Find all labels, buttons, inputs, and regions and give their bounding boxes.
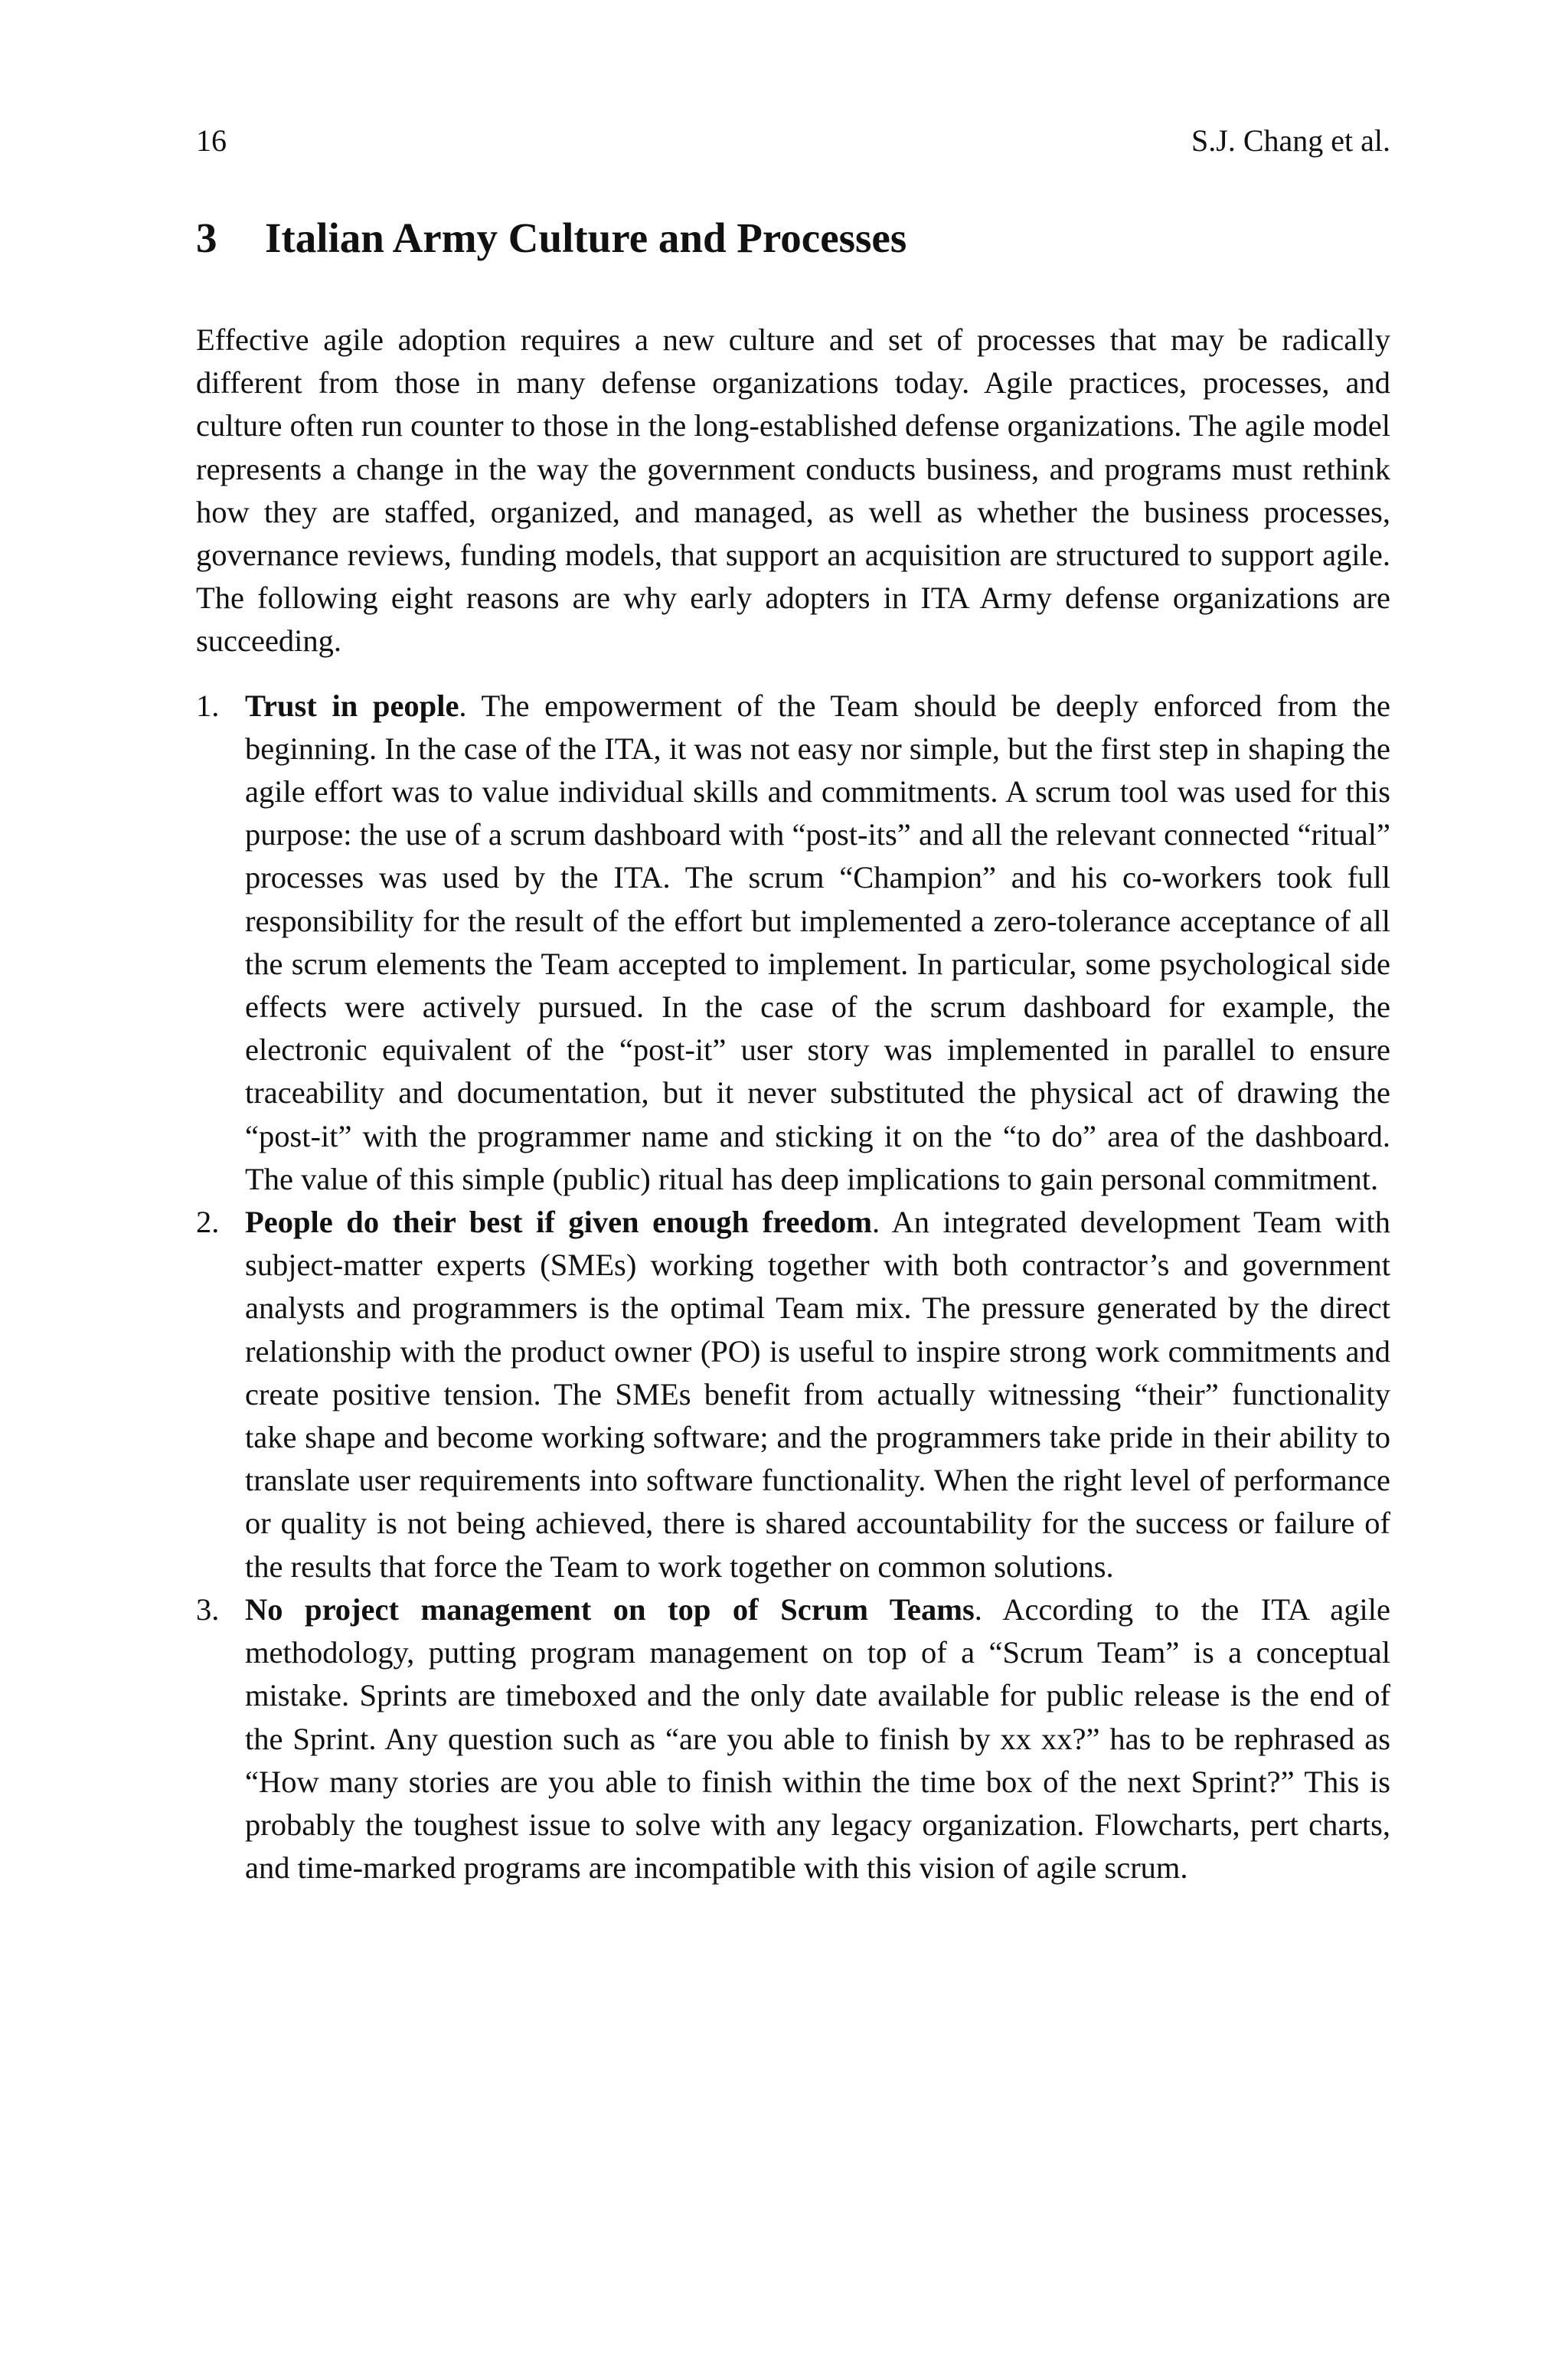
list-item-content [245,1201,1390,1588]
list-item-content [245,685,1390,1201]
reasons-list [196,685,1390,1890]
page [196,123,1390,1889]
list-item-title: People do their best if given enough freedom [245,1205,872,1240]
list-item [196,685,1390,1201]
list-item-number: 1. [196,688,220,723]
section-title: Italian Army Culture and Processes [265,214,907,261]
list-item-text: . The empowerment of the Team should be deeply enforced from the beginning. In the case of the ITA, it was not easy nor simple, but the first step in shaping the agile effort was to value individual skills and commitments. A scrum tool was used for this purpose: the use of a scrum dashboard with “post-its” and all the relevant connected “ritual” processes was used by the ITA. The scrum “Champion” and his co-workers took full responsibility for the result of the effort but implemented a zero-tolerance acceptance of all the scrum elements the Team accepted to implement. In particular, some psychological side effects were actively pursued. In the case of the scrum dashboard for example, the electronic equivalent of the “post-it” user story was implemented in parallel to ensure traceability and documentation, but it never substituted the physical act of drawing the “post-it” with the programmer name and sticking it on the “to do” area of the dashboard. The value of this simple (public) ritual has deep implications to gain personal commitment. [245,688,1390,1196]
section-number: 3 [196,214,217,261]
list-item-number: 3. [196,1591,220,1627]
section-heading [196,213,1390,263]
list-item [196,1201,1390,1588]
list-item-title: No project management on top of Scrum Teams [245,1591,975,1627]
intro-paragraph: Effective agile adoption requires a new culture and set of processes that may be radically different from those in many defense organizations today. Agile practices, processes, and culture often run counter to those in the long-established defense organizations. The agile model represents a change in the way the government conducts business, and programs must rethink how they are staffed, organized, and managed, as well as whether the business processes, governance reviews, funding models, that support an acquisition are structured to support agile. The following eight reasons are why early adopters in ITA Army defense organizations are succeeding. [196,322,1390,659]
running-head-authors: S.J. Chang et al. [1191,123,1390,158]
list-item-content [245,1588,1390,1889]
list-item-title: Trust in people [245,688,459,723]
list-item-text: . An integrated development Team with subject-matter experts (SMEs) working together with both contractor’s and government analysts and programmers is the optimal Team mix. The pressure generated by the direct relationship with the product owner (PO) is useful to inspire strong work commitments and create positive tension. The SMEs benefit from actually witnessing “their” functionality take shape and become working software; and the programmers take pride in their ability to translate user requirements into software functionality. When the right level of performance or quality is not being achieved, there is shared accountability for the success or failure of the results that force the Team to work together on common solutions. [245,1205,1390,1584]
list-item [196,1588,1390,1889]
page-number: 16 [196,123,227,158]
list-item-number: 2. [196,1205,220,1240]
running-head [196,123,1390,159]
list-item-text: . According to the ITA agile methodology, putting program management on top of a “Scrum Team” is a conceptual mistake. Sprints are timeboxed and the only date available for public release is the end of the Sprint. Any question such as “are you able to finish by xx xx?” has to be rephrased as “How many stories are you able to finish within the time box of the next Sprint?” This is probably the toughest issue to solve with any legacy organization. Flowcharts, pert charts, and time-marked programs are incompatible with this vision of agile scrum. [245,1591,1390,1886]
